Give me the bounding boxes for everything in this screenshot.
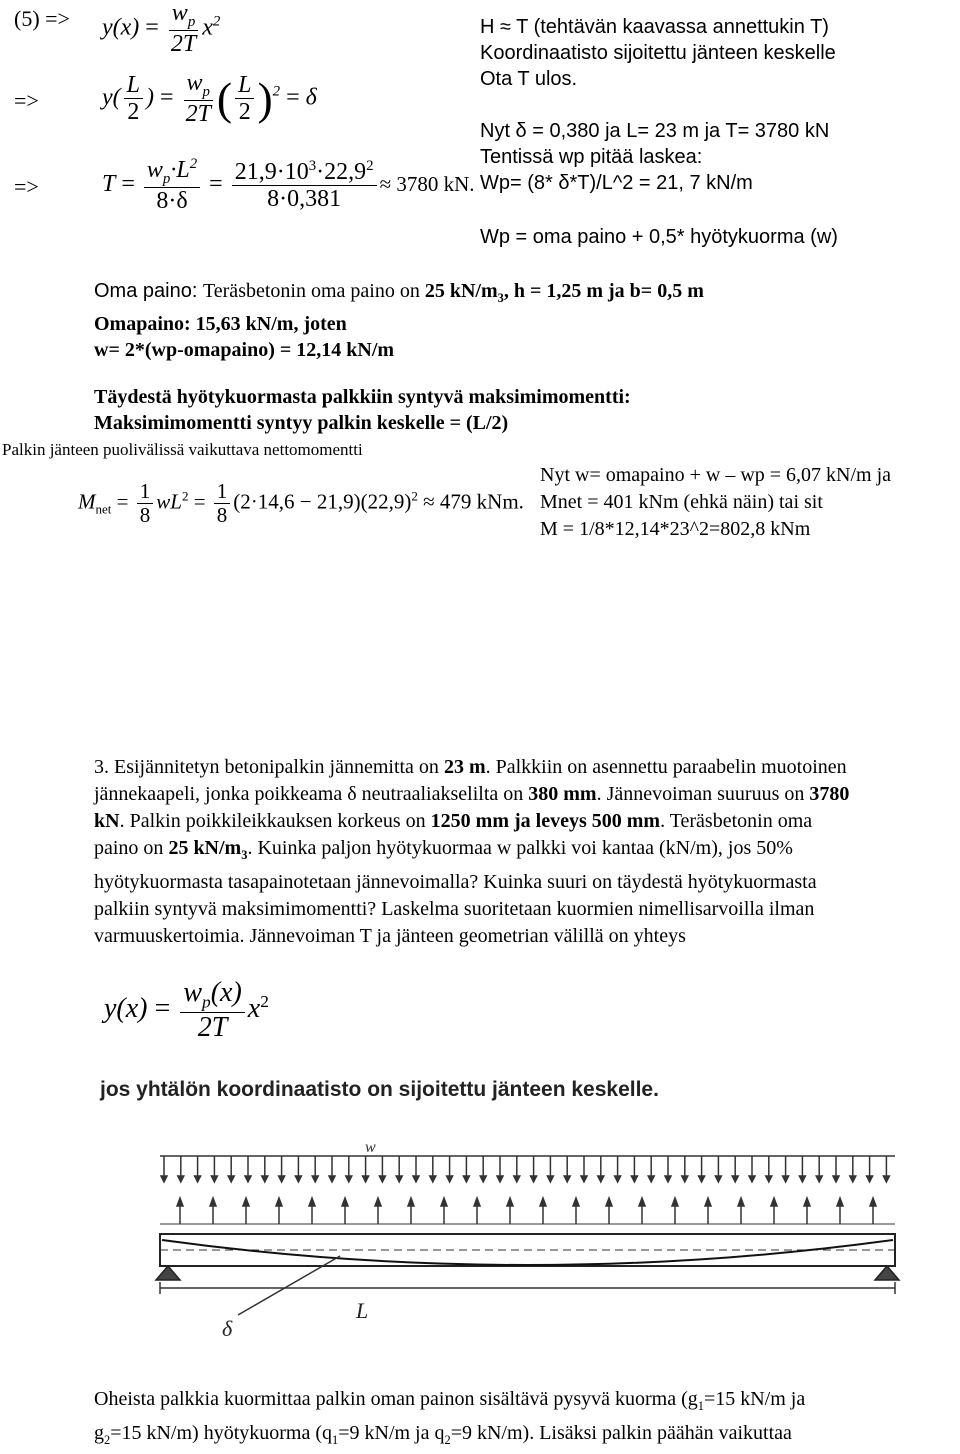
arrow-head (346, 1176, 352, 1182)
arrow-head (396, 1176, 402, 1182)
note-line: Wp= (8* δ*T)/L^2 = 21, 7 kN/m (480, 172, 753, 194)
note-line: Ota T ulos. (480, 68, 578, 90)
support-left (156, 1266, 180, 1280)
arrow-head (430, 1176, 436, 1182)
arrow-head (672, 1198, 678, 1206)
arrow-head (211, 1176, 217, 1182)
w-label: w (365, 1140, 376, 1156)
max-moment-line: Maksimimomentti syntyy palkin keskelle = (L/2) (94, 412, 509, 434)
self-weight-line: Oma paino: Teräsbetonin oma paino on 25 $kN/m_3$, h = 1,25 m ja b= 0,5 m (94, 280, 704, 305)
arrow-head (309, 1198, 315, 1206)
arrow-head (699, 1176, 705, 1182)
arrow-head (738, 1198, 744, 1206)
arrow-head (480, 1176, 486, 1182)
arrow-head (573, 1198, 579, 1206)
implies-arrow: => (14, 88, 39, 113)
arrow-head (507, 1198, 513, 1206)
problem-statement (94, 754, 849, 950)
coordinate-note: jos yhtälön koordinaatisto on sijoitettu jänteen keskelle. (100, 1078, 659, 1101)
arrow-head (705, 1198, 711, 1206)
arrow-head (639, 1198, 645, 1206)
bottom-line: Oheista palkkia kuormittaa palkin oman painon sisältävä pysyvä kuorma ($g_1=15$ kN/m ja (94, 1388, 806, 1413)
support-right (875, 1266, 899, 1280)
arrow-head (463, 1176, 469, 1182)
arrow-head (245, 1176, 251, 1182)
load-arrows-up (177, 1198, 876, 1224)
problem-line: jännekaapeli, jonka poikkeama δ neutraaliakselilta on 380 mm. Jännevoiman suuruus on 3780 (94, 783, 850, 805)
arrow-head (375, 1198, 381, 1206)
arrow-head (474, 1198, 480, 1206)
arrow-head (631, 1176, 637, 1182)
arrow-head (648, 1176, 654, 1182)
arrow-head (497, 1176, 503, 1182)
arrow-head (379, 1176, 385, 1182)
note-line: Nyt δ = 0,380 ja L= 23 m ja T= 3780 kN (480, 120, 830, 142)
beam-diagram (150, 1140, 910, 1340)
max-moment-line: Täydestä hyötykuormasta palkkiin syntyvä maksimimomentti: (94, 386, 631, 408)
net-moment-caption: Palkin jänteen puolivälissä vaikuttava nettomomentti (2, 440, 363, 459)
net-note-line: Mnet = 401 kNm (ehkä näin) tai sit (540, 491, 823, 513)
eq-number: (5) => (14, 6, 70, 31)
arrow-head (732, 1176, 738, 1182)
arrow-head (161, 1176, 167, 1182)
formula-parabola: y(x) = $\frac{w_p}{2T}$ $x^2$ (102, 0, 221, 58)
arrow-head (408, 1198, 414, 1206)
arrow-head (615, 1176, 621, 1182)
arrow-head (363, 1176, 369, 1182)
load-arrows-top (161, 1156, 889, 1182)
notes-right (480, 14, 838, 250)
arrow-head (799, 1176, 805, 1182)
arrow-head (178, 1176, 184, 1182)
note-line: Tentissä wp pitää laskea: (480, 146, 703, 168)
arrow-head (441, 1198, 447, 1206)
delta-label: δ (222, 1316, 233, 1340)
net-note-line: Nyt w= omapaino + w – wp = 6,07 kN/m ja (540, 464, 892, 486)
arrow-head (598, 1176, 604, 1182)
arrow-head (279, 1176, 285, 1182)
arrow-head (547, 1176, 553, 1182)
arrow-head (833, 1176, 839, 1182)
net-note-line: M = 1/8*12,14*23^2=802,8 kNm (540, 518, 811, 540)
note-line: H ≈ T (tehtävän kaavassa annettukin T) (480, 16, 829, 38)
arrow-head (195, 1176, 201, 1182)
formula-net-moment: $M_{net}$ = $\frac{1}{8}$ $wL^2$ = $\frac{1}{8}$ $(2\cdot 14,6 - 21,9)(22,9)^2 \approx 479$ kNm. (78, 479, 524, 528)
arrow-head (276, 1198, 282, 1206)
arrow-head (870, 1198, 876, 1206)
beam-diagram-svg (150, 1140, 910, 1340)
arrow-head (606, 1198, 612, 1206)
tendon (162, 1240, 893, 1265)
implies-arrow: => (14, 174, 39, 199)
arrow-head (312, 1176, 318, 1182)
bottom-line: $g_2=15$ kN/m) hyötykuorma ($q_1=9$ kN/m ja $q_2=9$ kN/m). Lisäksi palkin päähän vaikuttaa (94, 1422, 792, 1447)
arrow-head (262, 1176, 268, 1182)
formula-parabola-large: y(x) = $\frac{w_p(x)}{2T}$ $x^2$ (104, 977, 269, 1043)
formula-tendon-force: T = $\frac{w_p\cdot L^2}{8\cdot\delta}$ = $\frac{21,9\cdot 10^3\cdot 22,9^2}{8\cdot 0,381}$ ≈ 3780 kN. (102, 156, 475, 215)
self-weight-block (94, 278, 704, 363)
arrow-head (850, 1176, 856, 1182)
arrow-head (413, 1176, 419, 1182)
max-moment-block (94, 384, 631, 436)
problem-line: kN. Palkin poikkileikkauksen korkeus on 1250 mm ja leveys 500 mm. Teräsbetonin oma (94, 810, 813, 832)
arrow-head (295, 1176, 301, 1182)
arrow-head (243, 1198, 249, 1206)
problem-line: varmuuskertoimia. Jännevoiman T ja jänteen geometrian välillä on yhteys (94, 925, 686, 947)
arrow-head (749, 1176, 755, 1182)
arrow-head (540, 1198, 546, 1206)
arrow-head (837, 1198, 843, 1206)
arrow-head (867, 1176, 873, 1182)
span-label: L (356, 1298, 369, 1323)
arrow-head (715, 1176, 721, 1182)
net-notes (540, 462, 891, 543)
self-weight-value: Omapaino: 15,63 kN/m, joten (94, 313, 347, 335)
arrow-head (210, 1198, 216, 1206)
arrow-head (329, 1176, 335, 1182)
arrow-head (177, 1198, 183, 1206)
arrow-head (883, 1176, 889, 1182)
arrow-head (514, 1176, 520, 1182)
formula-midspan-deflection: y( $\frac{L}{2}$ ) = $\frac{w_p}{2T}$ ( $\frac{L}{2}$ )$^2$ = δ (102, 70, 317, 128)
arrow-head (447, 1176, 453, 1182)
arrow-head (531, 1176, 537, 1182)
problem-line: 3. Esijännitetyn betonipalkin jännemitta on 23 m. Palkkiin on asennettu paraabelin muotoinen (94, 756, 847, 778)
arrow-head (816, 1176, 822, 1182)
live-load-value: w= 2*(wp-omapaino) = 12,14 kN/m (94, 339, 395, 361)
note-line: Wp = oma paino + 0,5* hyötykuorma (w) (480, 226, 838, 248)
arrow-head (665, 1176, 671, 1182)
arrow-head (804, 1198, 810, 1206)
delta-leader (238, 1256, 340, 1315)
problem-line: palkiin syntyvä maksimimomentti? Laskelma suoritetaan kuormien nimellisarvoilla ilman (94, 898, 815, 920)
arrow-head (771, 1198, 777, 1206)
note-line: Koordinaatisto sijoitettu jänteen keskelle (480, 42, 836, 64)
arrow-head (766, 1176, 772, 1182)
problem-line: paino on 25 $kN/m_3$. Kuinka paljon hyötykuormaa w palkki voi kantaa (kN/m), jos 50% (94, 837, 793, 862)
bottom-text (94, 1386, 805, 1454)
arrow-head (228, 1176, 234, 1182)
arrow-head (564, 1176, 570, 1182)
arrow-head (342, 1198, 348, 1206)
arrow-head (581, 1176, 587, 1182)
arrow-head (682, 1176, 688, 1182)
problem-line: hyötykuormasta tasapainotetaan jännevoimalla? Kuinka suuri on täydestä hyötykuormasta (94, 871, 817, 893)
arrow-head (783, 1176, 789, 1182)
